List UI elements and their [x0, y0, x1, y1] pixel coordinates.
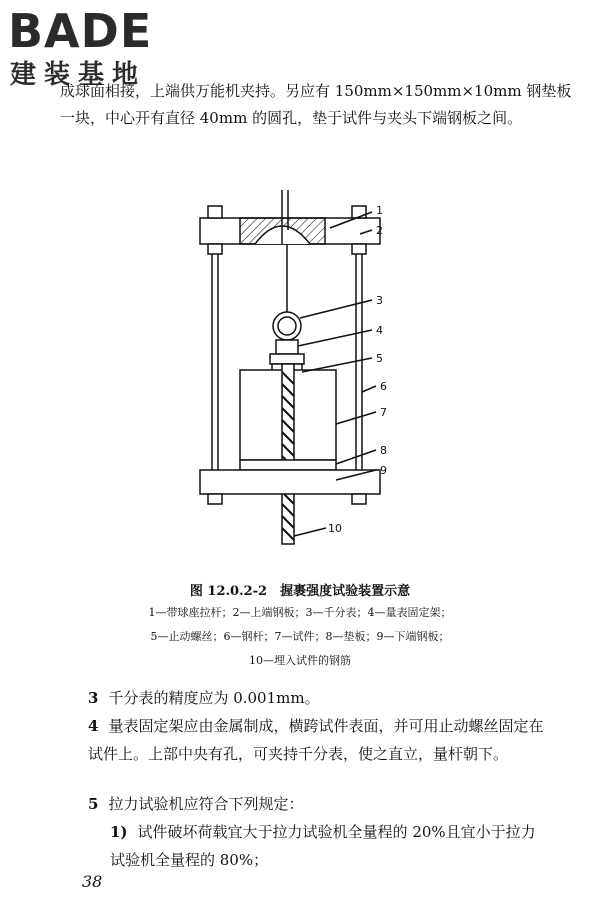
- callout-5: 5: [376, 352, 383, 365]
- item-number: 4: [88, 717, 99, 735]
- item-number: 3: [88, 689, 99, 707]
- gauge-holder: [276, 340, 298, 354]
- callout-4: 4: [376, 324, 383, 337]
- logo-wordmark: BADE: [8, 4, 153, 58]
- dial-gauge: [273, 312, 301, 340]
- top-nut-left: [208, 206, 222, 218]
- callout-1: 1: [376, 204, 383, 217]
- intro-paragraph: 成球面相接，上端供万能机夹持。另应有 150mm×150mm×10mm 钢垫板一块，中心开有直径 40mm 的圆孔，垫于试件与夹头下端钢板之间。: [60, 82, 572, 127]
- list-item: [110, 818, 550, 874]
- callout-9: 9: [380, 464, 387, 477]
- figure-legend-line-2: 5—止动螺丝；6—钢杆；7—试件；8—垫板；9—下端钢板；: [150, 630, 450, 643]
- list-item: [88, 790, 568, 818]
- item-text: 量表固定架应由金属制成，横跨试件表面，并可用止动螺丝固定在试件上。上部中央有孔，可夹持千分表，使之直立，量杆朝下。: [88, 717, 544, 763]
- item-text: 试件破坏荷载宜大于拉力试验机全量程的 20%且宜小于拉力试验机全量程的 80%；: [110, 823, 536, 869]
- item-number: 5: [88, 795, 99, 813]
- item-number: 1): [110, 823, 128, 841]
- figure-legend-line-1: 1—带球座拉杆；2—上端钢板；3—千分表；4—量表固定架；: [148, 606, 452, 619]
- callout-10: 10: [328, 522, 342, 535]
- list-item: [88, 684, 568, 712]
- figure-legend-line-3: 10—埋入试件的钢筋: [249, 654, 351, 667]
- bearing-plate: [240, 460, 336, 470]
- item-text: 拉力试验机应符合下列规定：: [108, 795, 304, 813]
- callout-3: 3: [376, 294, 383, 307]
- callout-6: 6: [380, 380, 387, 393]
- logo-subtitle: 建装基地: [10, 60, 147, 90]
- item-text: 千分表的精度应为 0.001mm。: [108, 689, 320, 707]
- callout-2: 2: [376, 224, 383, 237]
- callout-8: 8: [380, 444, 387, 457]
- list-item: [88, 712, 558, 768]
- callout-7: 7: [380, 406, 387, 419]
- figure-caption-title: 图 12.0.2-2 握裹强度试验装置示意: [189, 584, 411, 599]
- lower-steel-plate: [200, 470, 380, 494]
- page-number: 38: [82, 872, 103, 891]
